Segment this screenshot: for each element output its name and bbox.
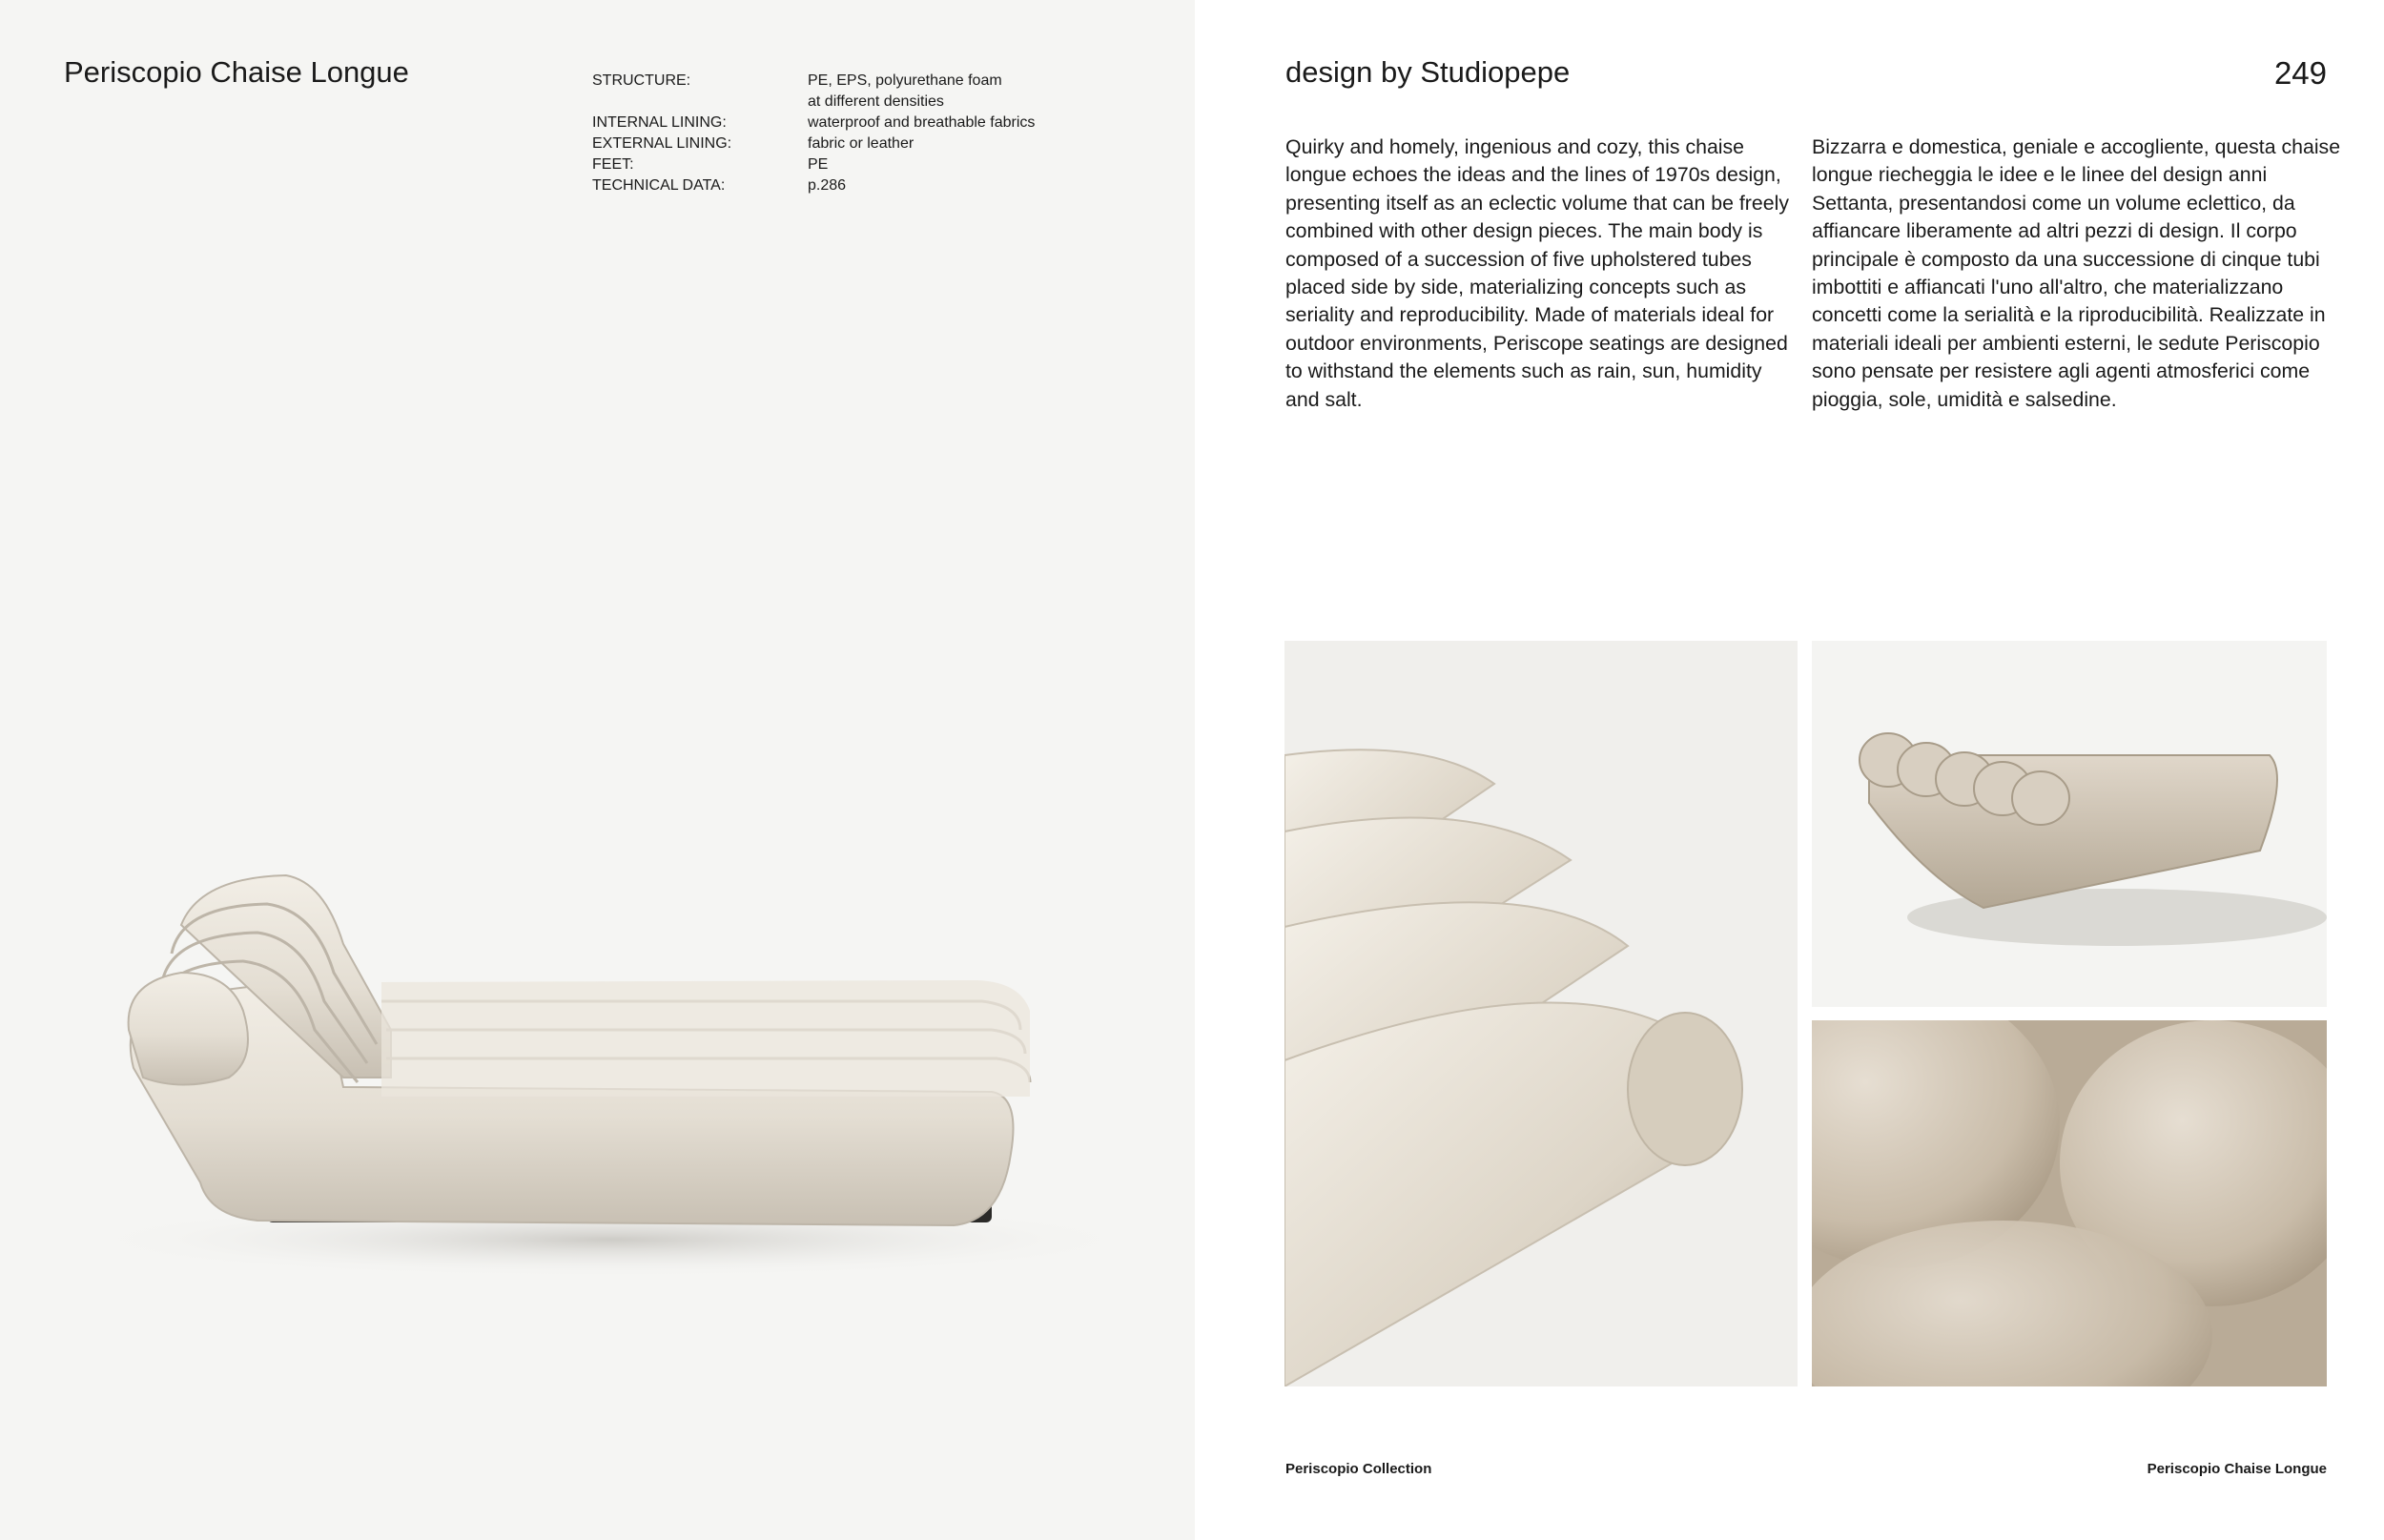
designer-credit: design by Studiopepe [1285,55,1571,89]
spec-value: at different densities [808,93,944,110]
spec-label: EXTERNAL LINING: [592,135,732,152]
spec-row [592,113,1094,133]
spec-table [592,71,1094,196]
spec-row [592,71,1094,92]
footer-product: Periscopio Chaise Longue [2147,1461,2327,1477]
description-english: Quirky and homely, ingenious and cozy, this chaise longue echoes the ideas and the lines of 1970s design, presenting itself as an eclectic volume that can be freely combined with other design pieces. The main body is composed of a succession of five upholstered tubes placed side by side, materializing concepts such as seriality and reproducibility. Made of materials ideal for outdoor environments, Periscope seatings are designed to withstand the elements such as rain, sun, humidity and salt. [1285,135,1789,411]
chaise-longue-side-photo [38,839,1163,1297]
spec-label [592,92,808,113]
spec-row [592,133,1094,154]
description-italian: Bizzarra e domestica, geniale e accogliente, questa chaise longue riecheggia le idee e le linee del design anni Settanta, presentandosi come un volume eclettico, da affiancare liberamente ad altri pezzi di design. Il corpo principale è composto da una successione di cinque tubi imbottiti e affiancati l'uno all'altro, che materializzano concetti come la serialità e la riproducibilità. Realizzate in materiali ideali per ambienti esterni, le sedute Periscopio sono pensate per resistere agli agenti atmosferici come pioggia, sole, umidità e salsedine. [1812,135,2341,411]
spec-value: PE, EPS, polyurethane foam [808,72,1002,89]
spec-row [592,154,1094,175]
chaise-longue-angle-photo [1812,641,2327,1007]
fabric-detail-photo [1812,1020,2327,1386]
spec-value: PE [808,156,829,173]
spec-label: STRUCTURE: [592,72,691,89]
spec-label: TECHNICAL DATA: [592,177,726,194]
spec-value: waterproof and breathable fabrics [808,114,1036,131]
spec-label: INTERNAL LINING: [592,114,727,131]
page-number: 249 [2273,55,2327,91]
tube-closeup-photo [1284,641,1798,1386]
spec-row [592,175,1094,196]
spec-value: p.286 [808,177,847,194]
footer-collection: Periscopio Collection [1285,1461,1432,1477]
product-title: Periscopio Chaise Longue [64,55,409,89]
spec-label: FEET: [592,156,634,173]
spec-row [592,92,1094,113]
spec-value: fabric or leather [808,135,915,152]
